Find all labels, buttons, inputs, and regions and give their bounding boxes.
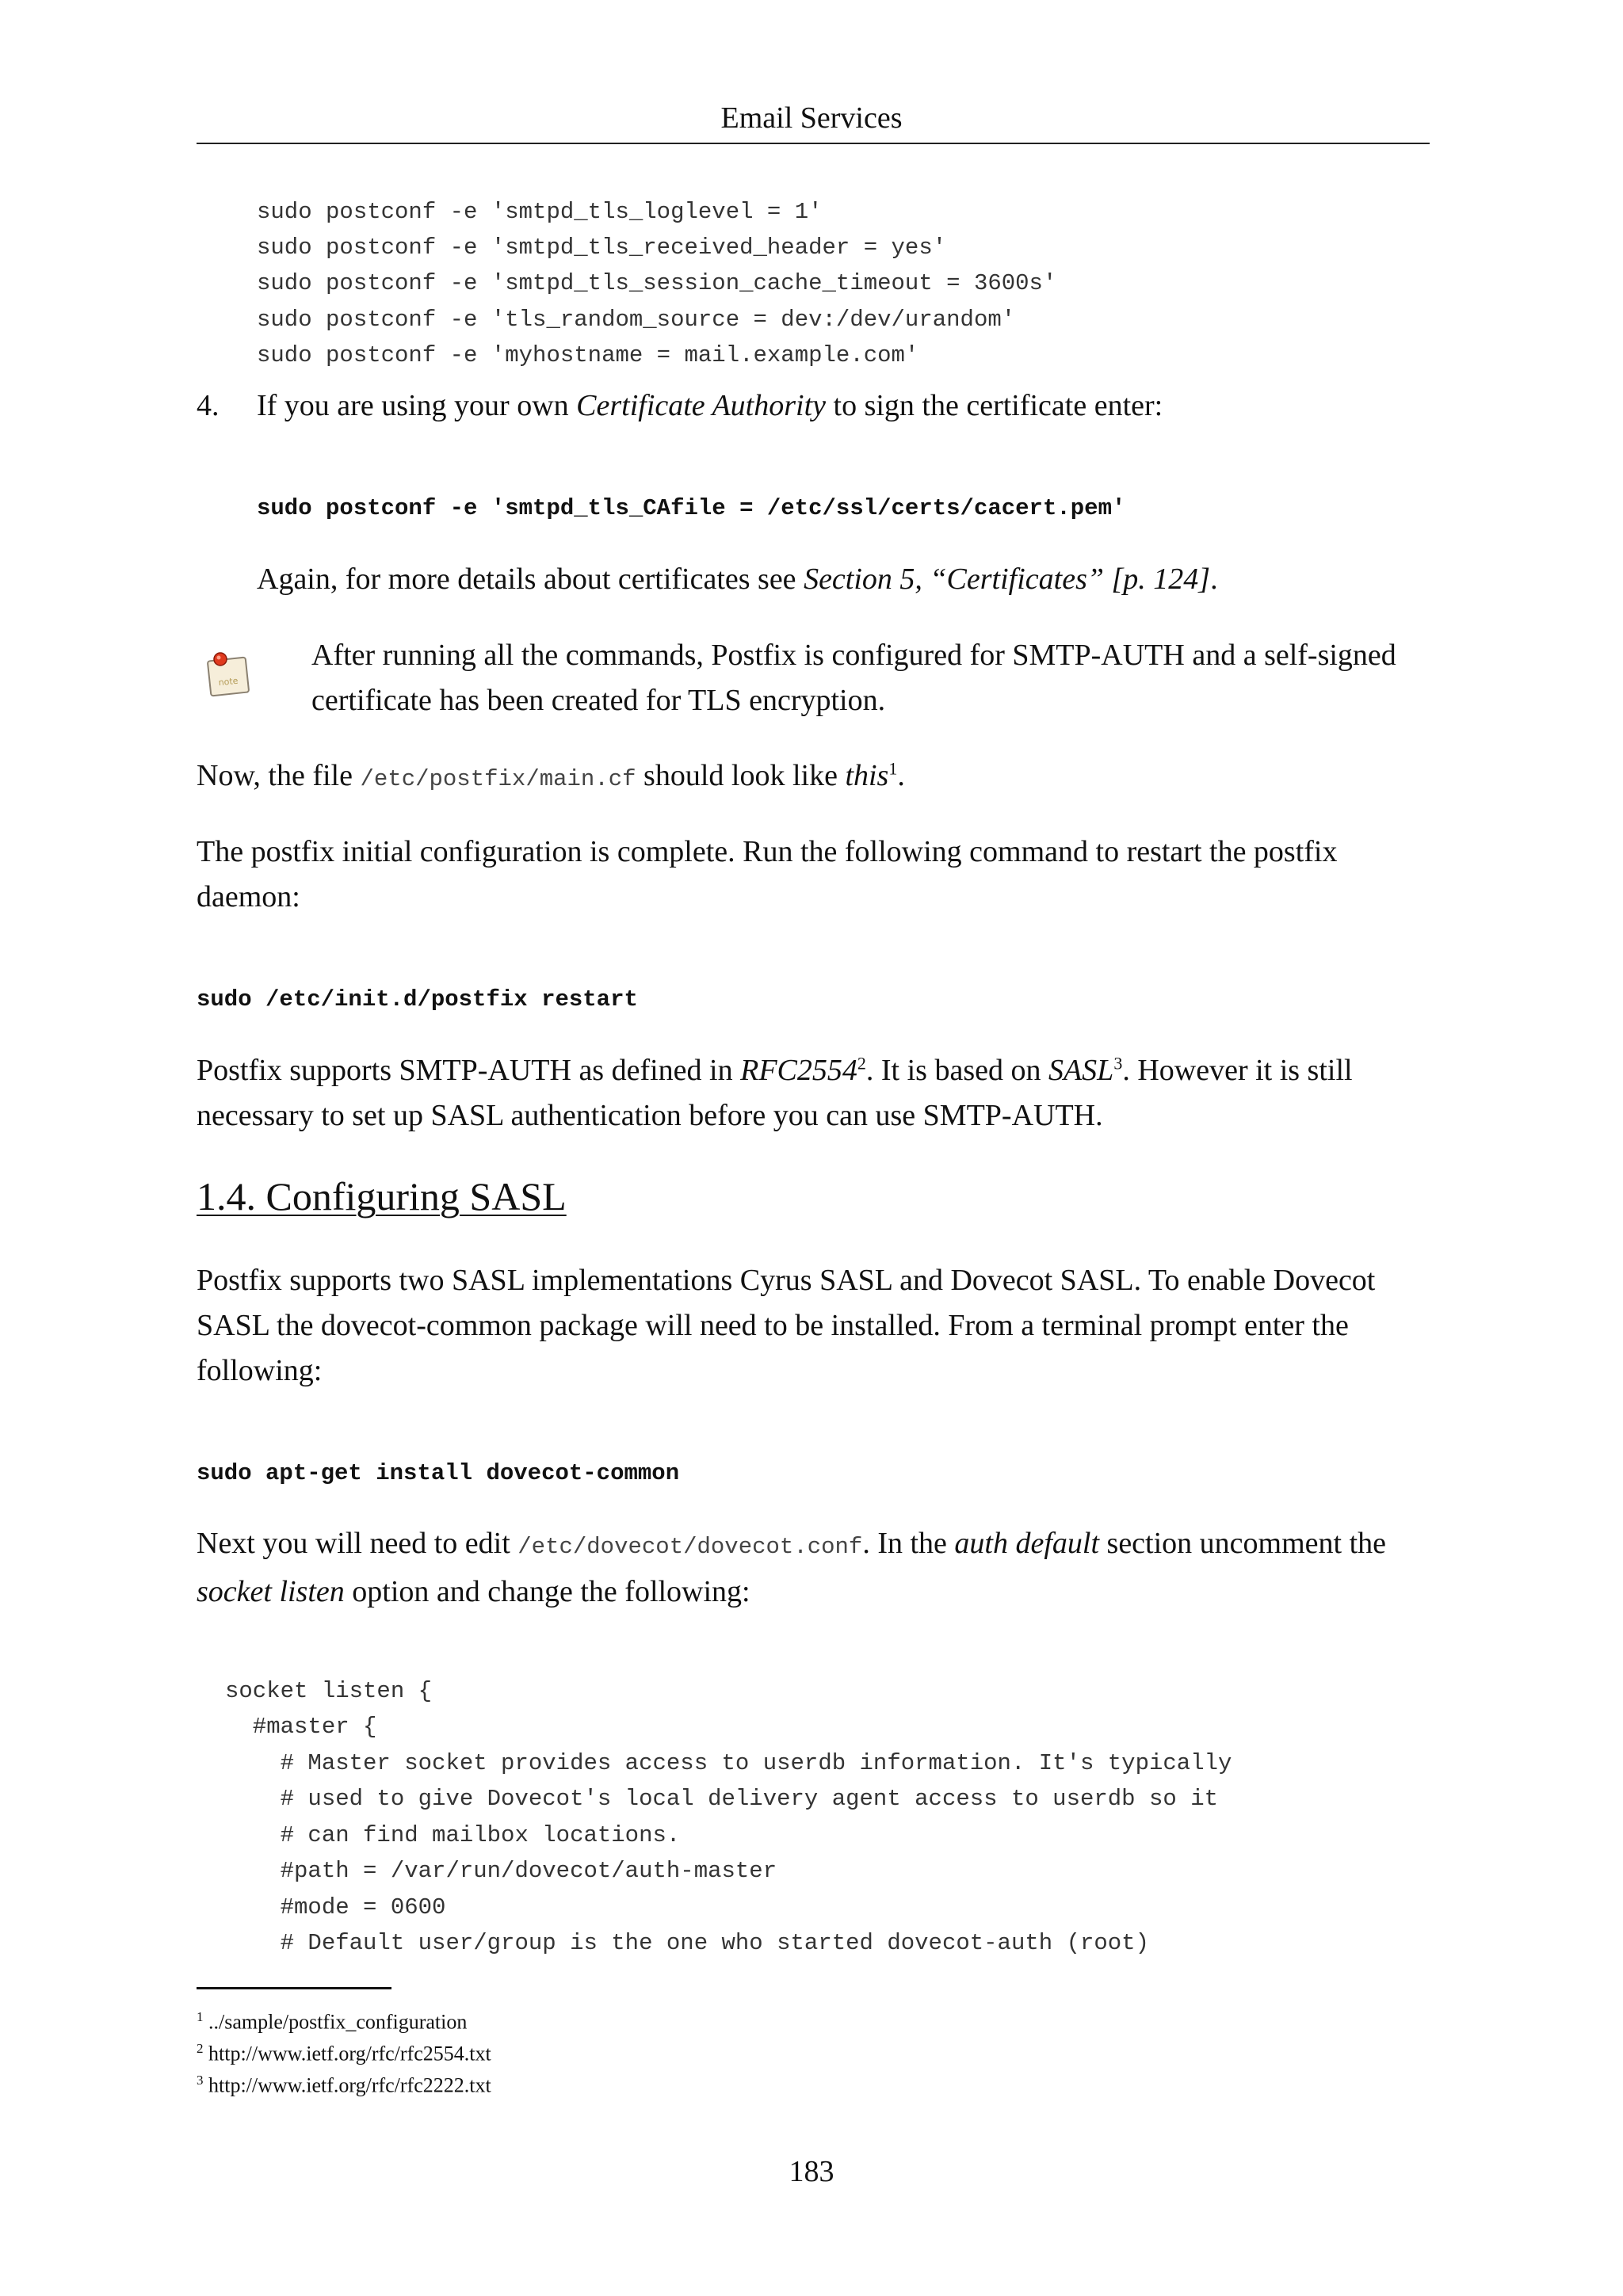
svg-text:note: note — [218, 675, 239, 688]
code-line: sudo postconf -e 'smtpd_tls_received_header = yes' — [257, 235, 947, 261]
code-line: # Default user/group is the one who started dovecot-auth (root) — [225, 1930, 1149, 1956]
install-command: sudo apt-get install dovecot-common — [197, 1460, 680, 1486]
footnote-ref: 2 — [857, 1053, 866, 1074]
code-line: sudo postconf -e 'smtpd_tls_loglevel = 1' — [257, 199, 823, 225]
code-line: sudo postconf -e 'smtpd_tls_session_cache_timeout = 3600s' — [257, 270, 1057, 296]
code-line: sudo postconf -e 'tls_random_source = dev:/dev/urandom' — [257, 307, 1016, 333]
code-line: # used to give Dovecot's local delivery agent access to userdb so it — [225, 1786, 1219, 1812]
inline-code-path: /etc/dovecot/dovecot.conf — [517, 1534, 863, 1560]
running-header: Email Services — [720, 101, 903, 135]
restart-command: sudo /etc/init.d/postfix restart — [197, 986, 638, 1013]
note-icon — [204, 650, 252, 700]
page-number: 183 — [789, 2155, 834, 2188]
code-line: socket listen { — [225, 1678, 433, 1704]
rfc2554-link[interactable]: RFC2554 — [740, 1054, 857, 1087]
code-line: # Master socket provides access to userdb information. It's typically — [225, 1750, 1232, 1776]
restart-paragraph: The postfix initial configuration is complete. Run the following command to restart the postfix daemon: — [197, 835, 1338, 913]
code-line: #master { — [225, 1714, 377, 1740]
footnote-rule — [197, 1987, 391, 1989]
main-cf-paragraph: Now, the file /etc/postfix/main.cf should look like this$^1$. — [197, 758, 905, 792]
footnote: $^3$ http://www.ietf.org/rfc/rfc2222.txt — [197, 2073, 491, 2097]
sasl-link[interactable]: SASL — [1048, 1054, 1114, 1087]
edit-paragraph: Next you will need to edit /etc/dovecot/dovecot.conf. In the auth default section uncomment the socket listen option and change the following: — [197, 1527, 1386, 1608]
code-line: # can find mailbox locations. — [225, 1822, 681, 1848]
footnote-link[interactable]: http://www.ietf.org/rfc/rfc2554.txt — [208, 2042, 491, 2065]
footnote: $^1$ ../sample/postfix_configuration — [197, 2009, 468, 2034]
note-text: After running all the commands, Postfix is configured for SMTP-AUTH and a self-signed certificate has been created for TLS encryption. — [311, 639, 1396, 717]
header-rule — [197, 143, 1430, 144]
certificates-reference: Again, for more details about certificates see Section 5, “Certificates” [p. 124]. — [257, 563, 1218, 596]
inline-code-path: /etc/postfix/main.cf — [360, 766, 636, 792]
code-line: sudo postconf -e 'myhostname = mail.example.com' — [257, 342, 919, 368]
this-link[interactable]: this — [845, 759, 889, 792]
code-line: #path = /var/run/dovecot/auth-master — [225, 1858, 777, 1884]
cacert-command: sudo postconf -e 'smtpd_tls_CAfile = /etc/ssl/certs/cacert.pem' — [257, 495, 1126, 521]
certificates-link[interactable]: Section 5, “Certificates” [p. 124] — [804, 563, 1211, 596]
footnote: $^2$ http://www.ietf.org/rfc/rfc2554.txt — [197, 2041, 491, 2065]
list-number: 4. — [197, 389, 220, 422]
code-line: #mode = 0600 — [225, 1894, 446, 1920]
footnote-link[interactable]: ../sample/postfix_configuration — [208, 2010, 468, 2034]
smtp-auth-paragraph: Postfix supports SMTP-AUTH as defined in RFC2554$^2$. It is based on SASL$^3$. However it is still necessary to set up SASL authentication before you can use SMTP-AUTH. — [197, 1053, 1353, 1132]
footnote-ref: 1 — [888, 758, 898, 779]
section-heading: 1.4. Configuring SASL — [197, 1174, 567, 1219]
footnote-link[interactable]: http://www.ietf.org/rfc/rfc2222.txt — [208, 2073, 491, 2097]
sasl-paragraph: Postfix supports two SASL implementations Cyrus SASL and Dovecot SASL. To enable Dovecot SASL the dovecot-common package will need to be installed. From a terminal prompt enter the following: — [197, 1264, 1376, 1387]
footnote-ref: 3 — [1113, 1053, 1123, 1074]
step-4-text: If you are using your own Certificate Authority to sign the certificate enter: — [257, 389, 1163, 422]
